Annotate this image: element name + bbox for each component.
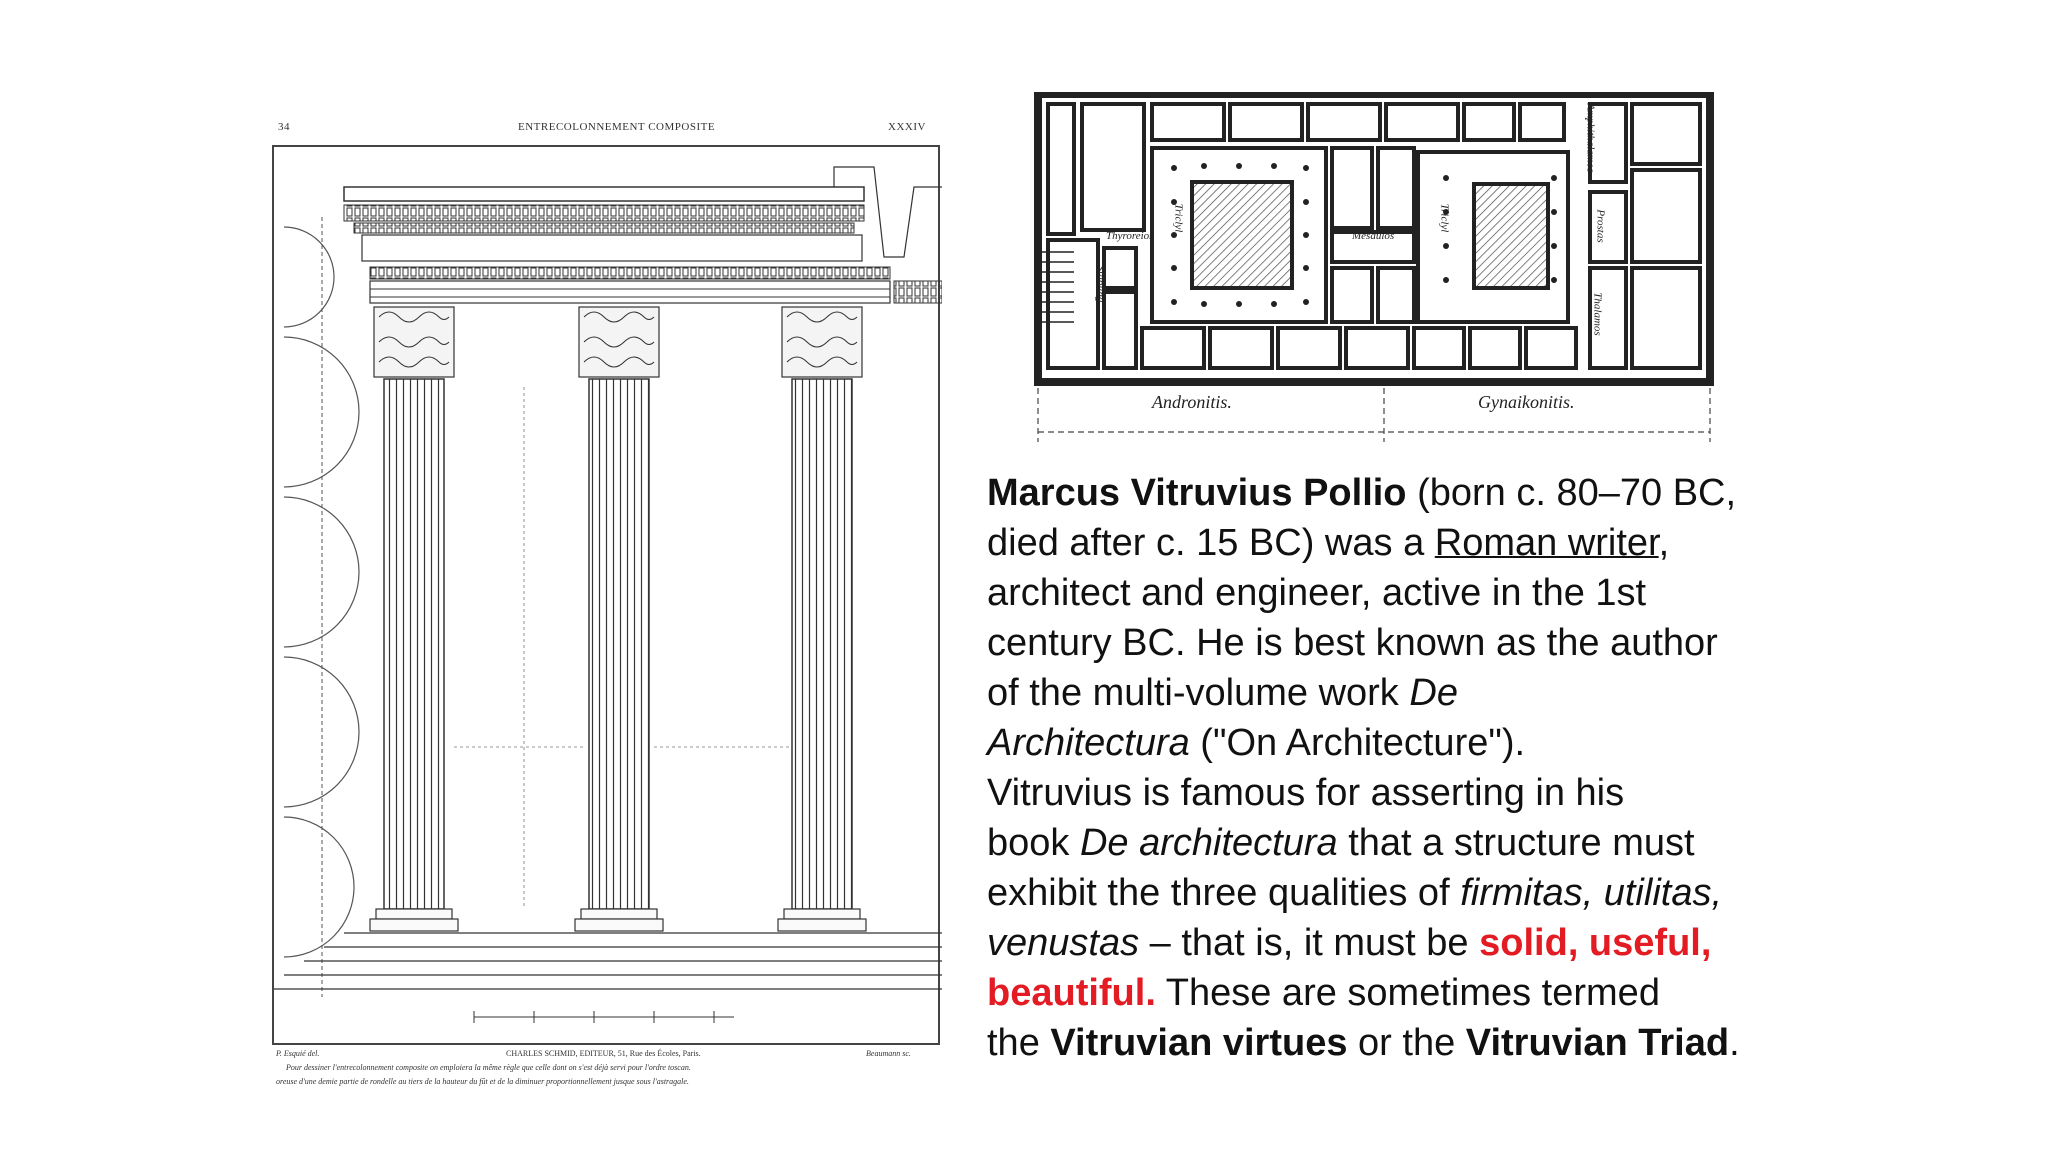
composite-colonnade-plate bbox=[268, 117, 948, 1097]
plate-publisher: CHARLES SCHMID, EDITEUR, 51, Rue des Écoles, Paris. bbox=[506, 1049, 701, 1058]
text-span: or the bbox=[1347, 1022, 1466, 1064]
text-span: century BC. He is best known as the author bbox=[987, 622, 1718, 664]
roman-writer-link[interactable]: Roman writer bbox=[1434, 522, 1659, 564]
work-title: De bbox=[1409, 672, 1458, 714]
plate-caption-line-2: oreuse d'une demie partie de rondelle au tiers de la hauteur du fût et de la diminuer proportionnellement jusque sous l'astragale. bbox=[276, 1077, 689, 1086]
text-line-4 bbox=[987, 618, 1867, 668]
plan-label-triclinium-left: Triclyl bbox=[1172, 203, 1185, 233]
plan-label-thyroreion: Thyroreion bbox=[1106, 230, 1155, 242]
text-line-6 bbox=[987, 718, 1867, 768]
plan-label-amphithalamos: Amphithalamos bbox=[1584, 103, 1597, 173]
text-line-3 bbox=[987, 568, 1867, 618]
emphasis-red: solid, useful, bbox=[1479, 922, 1712, 964]
text-span: of the multi-volume work bbox=[987, 672, 1410, 714]
text-span: , bbox=[1658, 522, 1670, 564]
plan-label-gynaikonitis: Gynaikonitis. bbox=[1478, 392, 1575, 412]
plan-label-mesaulos: Mesaulos bbox=[1352, 230, 1395, 242]
plate-title: ENTRECOLONNEMENT COMPOSITE bbox=[518, 121, 716, 133]
text-span: the bbox=[987, 1022, 1051, 1064]
plate-frame bbox=[272, 145, 940, 1045]
plan-label-stabling: Stabling bbox=[1094, 265, 1107, 303]
text-span: These are sometimes termed bbox=[1155, 972, 1660, 1014]
text-line-1 bbox=[987, 468, 1867, 518]
text-span: Vitruvius is famous for asserting in his bbox=[987, 772, 1625, 814]
plan-label-triclinium-right: Triclyl bbox=[1438, 203, 1451, 233]
column-elevation-drawing bbox=[274, 147, 942, 1047]
text-span: – that is, it must be bbox=[1139, 922, 1480, 964]
plate-credit-right: Beaumann sc. bbox=[866, 1049, 911, 1058]
latin-qualities: firmitas, utilitas, bbox=[1460, 872, 1723, 914]
text-line-11 bbox=[987, 968, 1867, 1018]
plate-caption-line-1: Pour dessiner l'entrecolonnement composite on emploiera la même règle que celle dont on s'est déjà servi pour l'ordre toscan. bbox=[286, 1063, 691, 1072]
plate-number: XXXIV bbox=[888, 121, 926, 133]
text-span: . bbox=[1729, 1022, 1740, 1064]
term-vitruvian-triad: Vitruvian Triad bbox=[1465, 1022, 1730, 1064]
name-vitruvius: Marcus Vitruvius Pollio bbox=[987, 472, 1407, 514]
text-span: that a structure must bbox=[1337, 822, 1695, 864]
latin-qualities: venustas bbox=[987, 922, 1140, 964]
vitruvius-description bbox=[987, 468, 1867, 1068]
floor-plan-drawing bbox=[1034, 92, 1714, 452]
text-line-7 bbox=[987, 768, 1867, 818]
plate-credit-left: P. Esquié del. bbox=[276, 1049, 320, 1058]
emphasis-red: beautiful. bbox=[987, 972, 1156, 1014]
text-span: ("On Architecture"). bbox=[1189, 722, 1526, 764]
text-line-9 bbox=[987, 868, 1867, 918]
plate-page-number: 34 bbox=[278, 121, 290, 133]
greek-house-floor-plan bbox=[1034, 92, 1714, 452]
text-line-5 bbox=[987, 668, 1867, 718]
text-span: died after c. 15 BC) was a bbox=[987, 522, 1435, 564]
text-span: (born c. 80–70 BC, bbox=[1406, 472, 1737, 514]
plan-label-prostas: Prostas bbox=[1594, 209, 1607, 243]
text-line-2 bbox=[987, 518, 1867, 568]
text-span: book bbox=[987, 822, 1080, 864]
term-vitruvian-virtues: Vitruvian virtues bbox=[1050, 1022, 1348, 1064]
text-span: exhibit the three qualities of bbox=[987, 872, 1461, 914]
work-title: Architectura bbox=[987, 722, 1190, 764]
text-line-8 bbox=[987, 818, 1867, 868]
text-span: architect and engineer, active in the 1st bbox=[987, 572, 1647, 614]
work-title: De architectura bbox=[1079, 822, 1338, 864]
text-line-10 bbox=[987, 918, 1867, 968]
text-line-12 bbox=[987, 1018, 1867, 1068]
plan-label-thalamos: Thalamos bbox=[1591, 292, 1604, 336]
plan-label-andronitis: Andronitis. bbox=[1152, 392, 1232, 412]
